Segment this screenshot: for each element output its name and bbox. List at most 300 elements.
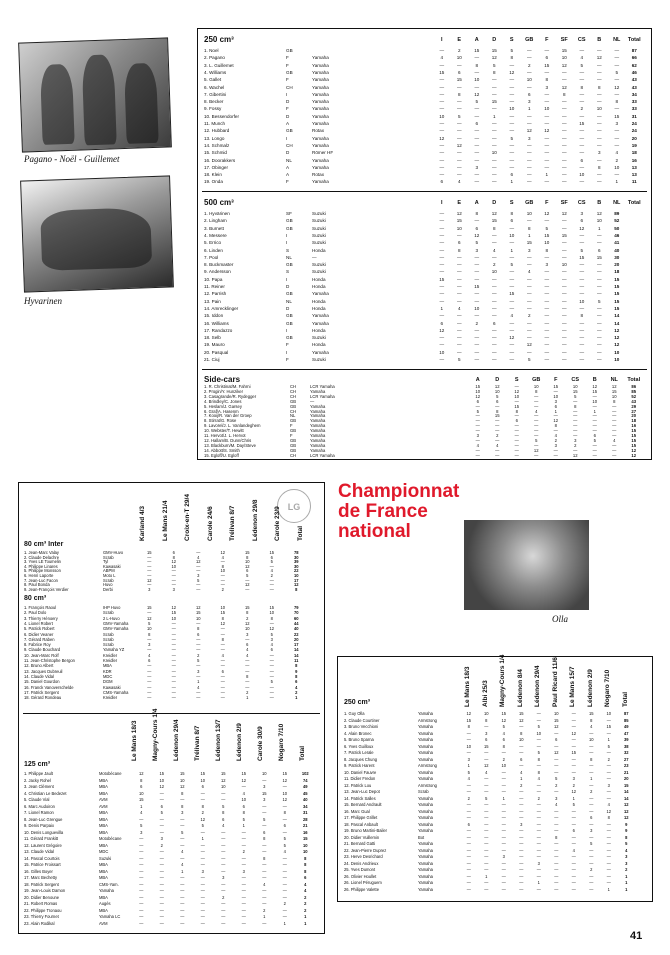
score-cell: 5 (527, 357, 531, 362)
score-cell: — (526, 113, 532, 119)
score-cell: 40 (614, 247, 620, 253)
score-cell: 39 (623, 737, 629, 742)
score-cell: — (596, 342, 602, 348)
score-cell: — (501, 808, 506, 814)
score-cell: — (491, 142, 497, 148)
column-header: Total (627, 200, 641, 206)
score-cell: — (514, 447, 519, 453)
row-label-cell: 5. Heslam/J. Garsey (204, 403, 242, 409)
table-row (198, 113, 649, 120)
score-cell: — (589, 795, 594, 801)
score-cell: 2 (246, 615, 249, 621)
table-row (198, 356, 649, 363)
score-cell: — (139, 855, 144, 861)
score-cell: 8 (580, 84, 584, 90)
score-cell: — (561, 284, 567, 289)
score-cell: 4 (140, 810, 143, 815)
score-cell: — (544, 48, 550, 53)
score-cell: — (561, 305, 567, 311)
row-label-cell: Yamaha (310, 408, 326, 414)
score-cell: 17 (293, 642, 299, 648)
score-cell: — (159, 849, 164, 854)
score-cell: 3 (172, 586, 175, 592)
score-cell: 3 (222, 875, 225, 880)
world-standings-panel (197, 28, 652, 460)
row-label-cell: 7. Gérard Raben (24, 636, 55, 642)
score-cell: 38 (623, 743, 629, 749)
score-cell: 45 (302, 790, 308, 796)
score-cell: — (561, 298, 567, 304)
score-cell: 12 (293, 582, 299, 588)
score-cell: — (196, 568, 201, 574)
score-cell: 5 (201, 823, 204, 828)
score-cell: 12 (526, 128, 532, 134)
row-label-cell: 23. Herve Desrichard (344, 854, 383, 859)
score-cell: — (241, 875, 246, 880)
row-label-cell: 7. Lionel Ramon (24, 810, 54, 815)
score-cell: — (221, 881, 226, 887)
score-cell: — (544, 218, 550, 224)
score-cell: — (589, 743, 594, 749)
row-label-cell: Yamaha (418, 730, 433, 736)
score-cell: 10 (614, 357, 620, 362)
score-cell: — (456, 284, 462, 289)
section-title: 500 cm³ (204, 198, 234, 207)
score-cell: — (536, 743, 541, 749)
score-cell: 5 (615, 69, 619, 75)
score-cell: — (571, 737, 576, 742)
row-label-cell: MBA (99, 868, 108, 874)
score-cell: — (221, 855, 226, 861)
score-cell: 10 (456, 55, 462, 61)
row-label-cell: 2. Jacky Rohel (24, 777, 51, 783)
score-cell: — (526, 218, 532, 224)
score-cell: 4 (554, 433, 557, 438)
photo-caption: Hyvarinen (24, 296, 62, 306)
score-cell: — (220, 673, 225, 679)
score-cell: 5 (246, 573, 249, 578)
score-cell: — (484, 854, 489, 859)
column-header: A (475, 377, 480, 383)
score-cell: — (475, 403, 480, 409)
score-cell: — (509, 327, 515, 333)
score-cell: — (159, 888, 164, 893)
score-cell: — (282, 888, 287, 893)
score-cell: 15 (631, 433, 637, 438)
row-label-cell: Honda (312, 305, 326, 311)
score-cell: — (561, 157, 567, 163)
score-cell: — (484, 860, 489, 866)
column-header: NL (610, 377, 618, 383)
score-cell: — (159, 855, 164, 861)
row-label-cell: MBA (99, 842, 108, 848)
section-title: 250 cm³ (344, 699, 371, 706)
score-cell: 8 (201, 803, 204, 809)
score-cell: 5 (476, 408, 479, 414)
score-cell: — (159, 894, 164, 900)
score-cell: — (241, 894, 246, 900)
row-label-cell: D (286, 284, 290, 289)
table-row (198, 105, 649, 112)
score-cell: — (589, 802, 594, 807)
row-label-cell: Honda (312, 284, 326, 289)
row-label-cell: 4. Alain Bronec (344, 730, 372, 736)
row-label-cell: 1. Guy Olla (344, 711, 365, 716)
row-label-cell: Suzuki (312, 262, 326, 268)
score-cell: — (573, 418, 578, 424)
column-header: CS (577, 200, 586, 206)
score-cell: 12 (220, 550, 226, 555)
score-cell: — (596, 327, 602, 333)
score-cell: — (171, 668, 176, 674)
score-cell: 10 (195, 615, 201, 621)
score-cell: 2 (304, 894, 307, 900)
score-cell: — (491, 349, 497, 355)
score-cell: 3 (574, 437, 577, 443)
watermark-logo: LG (277, 489, 311, 523)
section-title: 125 cm³ (24, 761, 51, 768)
score-cell: 4 (295, 684, 298, 690)
score-cell: — (139, 868, 144, 874)
score-cell: 15 (544, 62, 550, 68)
score-cell: — (536, 815, 541, 820)
score-cell: 12 (138, 771, 144, 776)
score-cell: 15 (261, 790, 267, 796)
score-cell: 12 (561, 84, 567, 90)
score-cell: — (159, 875, 164, 880)
score-cell: — (554, 854, 559, 859)
score-cell: 1 (263, 914, 266, 919)
score-cell: 1 (485, 873, 488, 879)
score-cell: 3 (263, 784, 266, 789)
score-cell: — (592, 428, 597, 434)
score-cell: 5 (457, 357, 461, 362)
row-label-cell: 10. Bessendorfer (204, 113, 239, 119)
score-cell: 6 (242, 803, 245, 809)
score-cell: 2 (496, 433, 499, 438)
score-cell: — (606, 873, 611, 879)
score-cell: 3 (485, 730, 488, 736)
score-cell: — (561, 135, 567, 141)
score-cell: 15 (614, 113, 620, 119)
score-cell: 12 (439, 135, 445, 141)
score-cell: — (544, 179, 550, 185)
score-cell: 1 (625, 873, 628, 879)
row-label-cell: Yamaha (310, 388, 326, 394)
score-cell: 8 (545, 247, 549, 253)
score-cell: 1 (593, 408, 596, 414)
row-label-cell: I (286, 91, 288, 97)
score-cell: 10 (220, 784, 226, 789)
score-cell: — (606, 795, 611, 801)
score-cell: 10 (561, 262, 567, 268)
score-cell: 2 (520, 782, 523, 788)
score-cell: — (612, 433, 617, 438)
score-cell: — (282, 862, 287, 867)
score-cell: 8 (295, 586, 298, 592)
score-cell: — (526, 150, 532, 156)
score-cell: — (519, 724, 524, 729)
score-cell: — (579, 232, 585, 238)
score-cell: 8 (537, 756, 540, 762)
row-label-cell: Yamaha (312, 349, 329, 355)
row-label-cell: 13. Longo (204, 135, 225, 141)
score-cell: 15 (474, 284, 480, 289)
score-cell: 1 (597, 225, 601, 231)
row-label-cell: MBA (99, 810, 108, 815)
score-cell: — (526, 142, 532, 148)
score-cell: 1 (520, 776, 523, 781)
score-cell: — (514, 433, 519, 438)
score-cell: 10 (509, 106, 515, 112)
score-cell: — (509, 320, 515, 326)
column-header: A (474, 200, 479, 206)
row-label-cell: 16. Franck Vanoverschelde (24, 684, 74, 690)
score-cell: 24 (631, 121, 637, 126)
score-cell: — (554, 789, 559, 794)
row-label-cell: Yamaha (312, 291, 329, 297)
column-header: Le Mans 18/3 (464, 666, 471, 707)
row-label-cell: 6. Yves Guilloux (344, 743, 374, 749)
score-cell: 5 (607, 743, 610, 749)
score-cell: 5 (537, 724, 540, 729)
score-cell: 87 (623, 711, 629, 716)
score-cell: — (474, 218, 480, 224)
score-cell: — (456, 84, 462, 90)
score-cell: — (491, 91, 497, 97)
score-cell: — (269, 689, 274, 695)
score-cell: 6 (502, 737, 505, 742)
score-cell: 12 (631, 447, 637, 453)
score-cell: — (534, 413, 539, 419)
row-label-cell: S (286, 269, 290, 275)
row-label-cell: 7. Jean-Luc Facon (24, 577, 58, 583)
row-label-cell: Bot (418, 834, 425, 840)
column-header: Croix-en-T 29/4 (184, 494, 191, 541)
row-label-cell: 5. Claude Vial (24, 797, 50, 802)
score-cell: 10 (606, 711, 612, 716)
score-cell: 12 (466, 711, 472, 716)
score-cell: — (519, 860, 524, 866)
score-cell: 6 (527, 91, 531, 97)
score-cell: 4 (467, 776, 470, 781)
row-label-cell: F (286, 77, 289, 83)
score-cell: — (573, 398, 578, 404)
row-label-cell: 6. Marc Audoiron (24, 803, 55, 809)
score-cell: 10 (536, 730, 542, 736)
score-cell: — (606, 730, 611, 736)
table-row (198, 76, 649, 83)
score-cell: 34 (631, 91, 637, 97)
score-cell: 20 (614, 262, 620, 268)
score-cell: 21 (302, 823, 308, 828)
score-cell: 10 (171, 563, 177, 569)
score-cell: 1 (304, 914, 307, 919)
score-cell: — (509, 298, 515, 304)
score-cell: 2 (475, 320, 479, 326)
score-cell: — (139, 842, 144, 848)
score-cell: 12 (439, 327, 445, 333)
score-cell: — (606, 763, 611, 768)
row-label-cell: 14. Schmalz (204, 142, 230, 148)
score-cell: — (519, 867, 524, 872)
table-row (198, 327, 649, 334)
score-cell: 43 (631, 398, 637, 404)
row-label-cell: 16. Williams (204, 320, 229, 326)
score-cell: — (509, 113, 515, 119)
row-label-cell: Suzuki (312, 232, 326, 238)
row-label-cell: I (286, 232, 288, 238)
row-label-cell: Yamaha (312, 69, 329, 75)
row-label-cell: 23. Alain Rodikal (24, 920, 55, 926)
row-label-cell: 8. Jean-Luc Grengue (24, 816, 63, 822)
photo-caption: Pagano - Noël - Guillemet (24, 154, 120, 164)
score-cell: 52 (631, 393, 637, 399)
score-cell: 15 (553, 384, 559, 389)
score-cell: — (544, 313, 550, 319)
score-cell: 12 (491, 211, 497, 216)
score-cell: — (466, 841, 471, 846)
score-cell: 20 (631, 413, 637, 419)
score-cell: — (147, 636, 152, 642)
row-label-cell: CMS-Yamaha (103, 689, 129, 695)
score-cell: — (554, 769, 559, 775)
score-cell: 12 (561, 62, 567, 68)
score-cell: 12 (474, 91, 480, 97)
score-cell: — (456, 262, 462, 268)
score-cell: 15 (614, 305, 620, 311)
score-cell: 10 (596, 106, 602, 112)
score-cell: 79 (293, 605, 299, 610)
score-cell: 8 (221, 563, 224, 569)
row-label-cell: GB (286, 291, 293, 297)
score-cell: — (606, 867, 611, 872)
column-header: Total (296, 525, 304, 541)
score-cell: 4 (625, 847, 628, 853)
score-cell: — (526, 48, 532, 53)
score-cell: — (245, 668, 250, 674)
score-cell: 8 (545, 77, 549, 83)
row-label-cell: 10. Denis Longuevilla (24, 829, 64, 835)
table-row (198, 290, 649, 297)
score-cell: — (589, 782, 594, 788)
score-cell: 6 (304, 875, 307, 880)
table-row (198, 283, 649, 290)
score-cell: — (466, 789, 471, 794)
row-label-cell: GB (286, 262, 293, 268)
score-cell: — (596, 349, 602, 355)
score-cell: — (159, 790, 164, 796)
score-cell: — (501, 750, 506, 755)
score-cell: — (554, 821, 559, 827)
score-cell: 4 (615, 150, 619, 156)
score-cell: 4 (510, 313, 514, 319)
row-label-cell: 12. Parrish (204, 291, 227, 297)
score-cell: 2 (197, 652, 200, 658)
score-cell: 4 (580, 55, 584, 61)
score-cell: — (614, 91, 620, 97)
score-cell: — (571, 763, 576, 768)
score-cell: — (579, 284, 585, 289)
score-cell: — (596, 135, 602, 141)
score-cell: — (596, 284, 602, 289)
score-cell: — (439, 128, 445, 134)
row-label-cell: CH (290, 388, 297, 394)
score-cell: 3 (148, 586, 151, 592)
score-cell: — (269, 563, 274, 569)
row-label-cell: 2. Claude Courtiner (344, 717, 380, 723)
score-cell: — (561, 218, 567, 224)
score-cell: — (484, 834, 489, 840)
national-small-classes-panel (18, 482, 325, 934)
score-cell: — (171, 626, 176, 632)
score-cell: — (220, 679, 225, 685)
row-label-cell: 18. Gérard Rondeau (24, 695, 62, 701)
row-label-cell: 5. Bruno Sparna (344, 737, 374, 742)
row-label-cell: 5. Patrick Robert (24, 626, 55, 632)
score-cell: — (262, 810, 267, 815)
score-cell: 6 (295, 679, 298, 685)
score-cell: 3 (476, 433, 479, 438)
score-cell: 6 (148, 658, 151, 663)
score-cell: 10 (171, 615, 177, 621)
score-cell: 5 (625, 841, 628, 846)
score-cell: — (475, 428, 480, 434)
score-cell: — (579, 342, 585, 348)
score-cell: — (606, 828, 611, 833)
row-label-cell: Suzuki (312, 357, 326, 362)
score-cell: — (579, 135, 585, 141)
score-cell: — (536, 854, 541, 859)
score-cell: — (579, 150, 585, 156)
score-cell: 10 (302, 849, 308, 854)
table-row (198, 305, 649, 312)
score-cell: — (526, 298, 532, 304)
score-cell: — (606, 769, 611, 775)
row-label-cell: LCR Yamaha (310, 384, 335, 389)
row-label-cell: Yamaha (312, 55, 329, 61)
title-line: Championnat (338, 481, 460, 502)
score-cell: — (501, 802, 506, 807)
row-label-cell: MBA (99, 790, 108, 796)
score-cell: 6 (467, 821, 470, 827)
score-cell: 4 (535, 408, 538, 414)
score-cell: 12 (592, 384, 598, 389)
score-cell: — (245, 636, 250, 642)
score-cell: 10 (474, 305, 480, 311)
score-cell: — (514, 442, 519, 448)
column-header: B (597, 200, 602, 206)
score-cell: — (544, 164, 550, 170)
score-cell: 12 (553, 750, 559, 755)
score-cell: 6 (201, 784, 204, 789)
score-cell: — (553, 447, 558, 453)
score-cell: — (439, 121, 445, 126)
score-cell: — (561, 106, 567, 112)
score-cell: 14 (614, 313, 620, 319)
score-cell: 8 (492, 225, 496, 231)
score-cell: 46 (631, 69, 637, 75)
score-cell: — (561, 164, 567, 170)
score-cell: — (456, 135, 462, 141)
score-cell: — (544, 291, 550, 297)
score-cell: 3 (197, 573, 200, 578)
score-cell: — (200, 901, 205, 906)
score-cell: — (171, 642, 176, 648)
score-cell: 15 (171, 610, 177, 616)
row-label-cell: 15. Bernard Andrault (344, 802, 382, 807)
score-cell: 13 (631, 172, 637, 178)
